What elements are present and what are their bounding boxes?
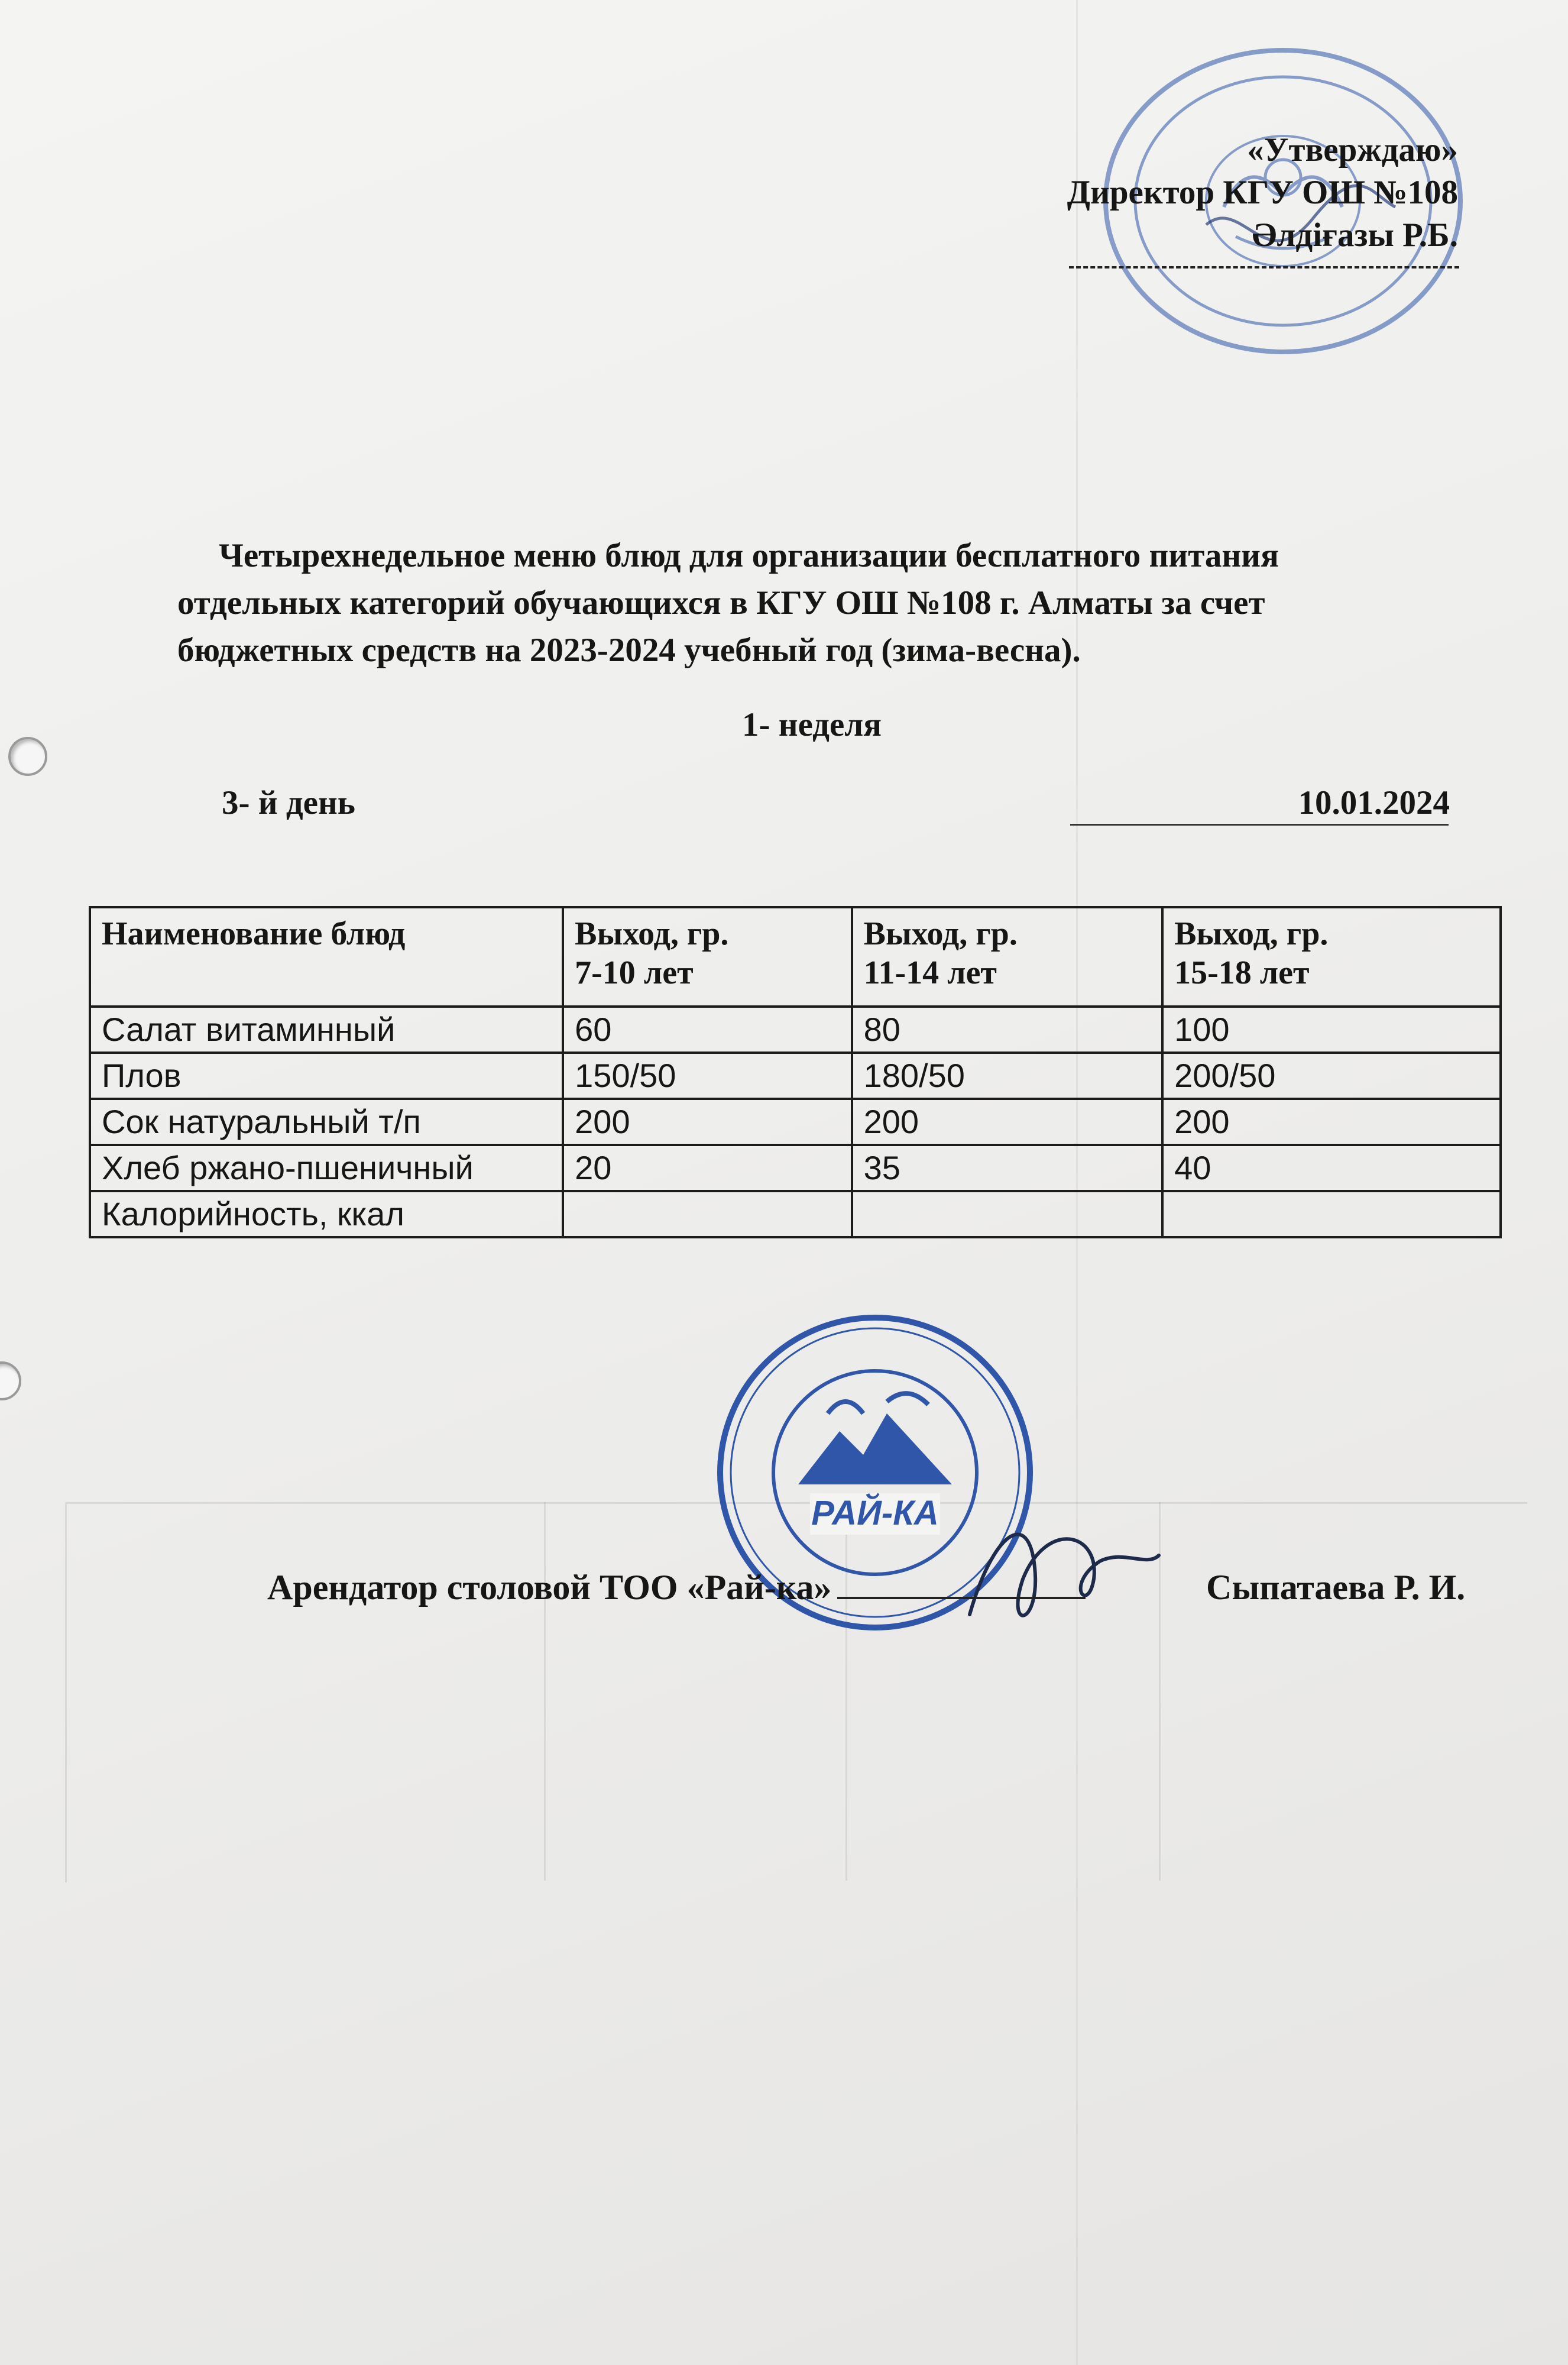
title-line: Четырехнедельное меню блюд для организации бесплатного питания	[219, 537, 1279, 574]
table-row	[90, 1099, 1501, 1145]
approval-person: Әлдіғазы Р.Б.	[1252, 216, 1458, 254]
yield-cell: 60	[563, 1007, 851, 1053]
title-line: бюджетных средств на 2023-2024 учебный год (зима-весна).	[177, 632, 1081, 669]
renter-block	[267, 1567, 1086, 1608]
menu-date: 10.01.2024	[1298, 784, 1450, 821]
bleed-through-line	[544, 1502, 546, 1881]
yield-cell: 150/50	[563, 1053, 851, 1099]
yield-cell	[563, 1191, 851, 1237]
yield-cell: 35	[852, 1145, 1163, 1191]
punch-hole	[8, 737, 47, 776]
approval-position: Директор КГУ ОШ №108	[1067, 174, 1458, 211]
yield-cell	[1162, 1191, 1501, 1237]
approval-signature-line	[1069, 266, 1459, 268]
yield-cell: 100	[1162, 1007, 1501, 1053]
table-row	[90, 1007, 1501, 1053]
yield-cell: 200	[563, 1099, 851, 1145]
yield-cell	[852, 1191, 1163, 1237]
document-title	[177, 532, 1478, 674]
date-underline	[1070, 824, 1449, 826]
approval-heading: «Утверждаю»	[1247, 131, 1458, 169]
table-row	[90, 1191, 1501, 1237]
header-yield-7-10: Выход, гр. 7-10 лет	[563, 907, 851, 1007]
dish-name: Хлеб ржано-пшеничный	[90, 1145, 563, 1191]
yield-cell: 200/50	[1162, 1053, 1501, 1099]
yield-cell: 200	[852, 1099, 1163, 1145]
yield-cell: 20	[563, 1145, 851, 1191]
renter-stamp-logo: РАЙ-КА	[811, 1494, 939, 1532]
title-line: отдельных категорий обучающихся в КГУ ОШ №108 г. Алматы за счет	[177, 584, 1265, 622]
header-dish-name: Наименование блюд	[90, 907, 563, 1007]
yield-cell: 200	[1162, 1099, 1501, 1145]
yield-cell: 40	[1162, 1145, 1501, 1191]
table-row	[90, 1053, 1501, 1099]
header-yield-15-18: Выход, гр. 15-18 лет	[1162, 907, 1501, 1007]
yield-cell: 80	[852, 1007, 1163, 1053]
renter-label: Арендатор столовой ТОО «Рай-ка»	[267, 1568, 832, 1607]
yield-cell: 180/50	[852, 1053, 1163, 1099]
dish-name: Салат витаминный	[90, 1007, 563, 1053]
dish-name: Сок натуральный т/п	[90, 1099, 563, 1145]
day-label: 3- й день	[222, 784, 355, 821]
renter-person: Сыпатаева Р. И.	[1206, 1568, 1466, 1607]
table-row	[90, 1145, 1501, 1191]
dish-name: Калорийность, ккал	[90, 1191, 563, 1237]
dish-name: Плов	[90, 1053, 563, 1099]
approval-block	[1067, 129, 1458, 257]
menu-table	[89, 906, 1502, 1238]
header-yield-11-14: Выход, гр. 11-14 лет	[852, 907, 1163, 1007]
table-header-row	[90, 907, 1501, 1007]
renter-signature-line	[837, 1573, 1086, 1599]
week-label: 1- неделя	[742, 706, 882, 743]
